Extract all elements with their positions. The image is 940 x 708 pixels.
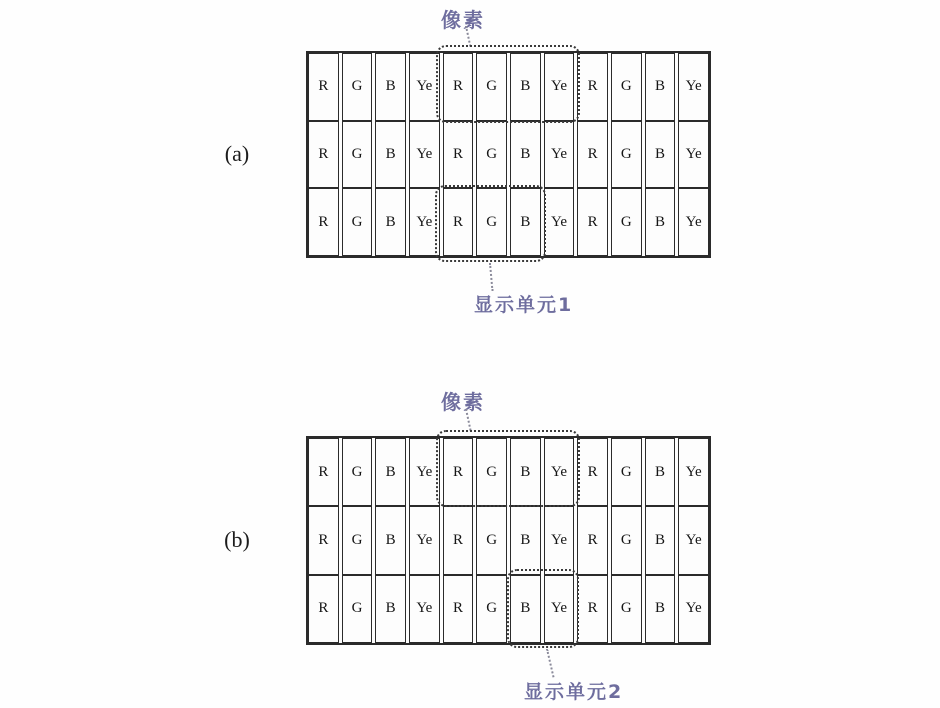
subpixel-cell: G bbox=[476, 121, 507, 189]
subpixel-cell: Ye bbox=[544, 53, 575, 121]
subpixel-cell: G bbox=[342, 506, 373, 574]
subpixel-cell: Ye bbox=[678, 438, 709, 506]
subpixel-cell: R bbox=[577, 506, 608, 574]
subpixel-cell: R bbox=[443, 188, 474, 256]
subpixel-cell: G bbox=[611, 53, 642, 121]
subpixel-cell: B bbox=[375, 575, 406, 643]
subpixel-cell: G bbox=[476, 575, 507, 643]
subpixel-cell: B bbox=[510, 575, 541, 643]
subpixel-cell: B bbox=[375, 438, 406, 506]
subpixel-cell: B bbox=[645, 438, 676, 506]
subpixel-cell: G bbox=[476, 188, 507, 256]
subpixel-cell: Ye bbox=[678, 575, 709, 643]
subpixel-cell: G bbox=[476, 438, 507, 506]
subpixel-cell: G bbox=[611, 575, 642, 643]
subpixel-cell: R bbox=[577, 121, 608, 189]
subpixel-cell: Ye bbox=[409, 188, 440, 256]
subpixel-cell: G bbox=[342, 121, 373, 189]
subpixel-cell: B bbox=[510, 188, 541, 256]
subpixel-cell: Ye bbox=[544, 438, 575, 506]
subpixel-cell: Ye bbox=[544, 506, 575, 574]
subpixel-cell: Ye bbox=[409, 53, 440, 121]
subpixel-cell: R bbox=[308, 53, 339, 121]
subpixel-grid-a bbox=[306, 51, 711, 258]
subpixel-cell: B bbox=[645, 506, 676, 574]
subpixel-cell: G bbox=[611, 121, 642, 189]
subpixel-cell: R bbox=[443, 121, 474, 189]
subpixel-cell: Ye bbox=[544, 575, 575, 643]
subpixel-cell: R bbox=[443, 575, 474, 643]
subpixel-cell: G bbox=[342, 53, 373, 121]
subpixel-cell: Ye bbox=[409, 121, 440, 189]
subpixel-cell: B bbox=[375, 506, 406, 574]
subpixel-cell: R bbox=[443, 506, 474, 574]
display-unit-label-a: 显示单元1 bbox=[474, 294, 574, 316]
subpixel-cell: Ye bbox=[678, 506, 709, 574]
subpixel-grid-b bbox=[306, 436, 711, 645]
subpixel-cell: R bbox=[308, 575, 339, 643]
subpixel-cell: Ye bbox=[409, 438, 440, 506]
figure-a-label: (a) bbox=[224, 141, 250, 166]
pixel-label-b: 像素 bbox=[441, 390, 485, 414]
subpixel-cell: B bbox=[375, 188, 406, 256]
figure-b-label: (b) bbox=[224, 527, 250, 552]
subpixel-cell: G bbox=[476, 506, 507, 574]
subpixel-cell: R bbox=[443, 438, 474, 506]
subpixel-cell: G bbox=[342, 188, 373, 256]
subpixel-cell: G bbox=[611, 188, 642, 256]
subpixel-cell: R bbox=[308, 438, 339, 506]
subpixel-cell: B bbox=[375, 121, 406, 189]
subpixel-cell: G bbox=[342, 575, 373, 643]
subpixel-cell: Ye bbox=[544, 121, 575, 189]
subpixel-cell: B bbox=[645, 53, 676, 121]
subpixel-cell: R bbox=[443, 53, 474, 121]
subpixel-cell: B bbox=[375, 53, 406, 121]
subpixel-cell: R bbox=[308, 506, 339, 574]
subpixel-cell: B bbox=[510, 53, 541, 121]
subpixel-cell: Ye bbox=[409, 575, 440, 643]
subpixel-cell: R bbox=[577, 438, 608, 506]
subpixel-cell: R bbox=[308, 188, 339, 256]
subpixel-cell: Ye bbox=[409, 506, 440, 574]
subpixel-cell: G bbox=[342, 438, 373, 506]
subpixel-cell: G bbox=[611, 506, 642, 574]
subpixel-cell: Ye bbox=[678, 53, 709, 121]
subpixel-cell: B bbox=[510, 438, 541, 506]
pixel-label-a: 像素 bbox=[441, 8, 485, 32]
subpixel-cell: R bbox=[577, 188, 608, 256]
subpixel-cell: B bbox=[645, 121, 676, 189]
subpixel-cell: R bbox=[577, 575, 608, 643]
subpixel-cell: B bbox=[645, 575, 676, 643]
subpixel-cell: R bbox=[577, 53, 608, 121]
subpixel-cell: Ye bbox=[678, 121, 709, 189]
subpixel-cell: Ye bbox=[544, 188, 575, 256]
leader-line-unit-b bbox=[546, 649, 554, 678]
subpixel-cell: B bbox=[510, 121, 541, 189]
subpixel-cell: B bbox=[510, 506, 541, 574]
subpixel-cell: B bbox=[645, 188, 676, 256]
subpixel-cell: G bbox=[476, 53, 507, 121]
subpixel-cell: R bbox=[308, 121, 339, 189]
subpixel-cell: G bbox=[611, 438, 642, 506]
subpixel-cell: Ye bbox=[678, 188, 709, 256]
display-unit-label-b: 显示单元2 bbox=[524, 681, 624, 703]
leader-line-unit-a bbox=[489, 263, 493, 291]
